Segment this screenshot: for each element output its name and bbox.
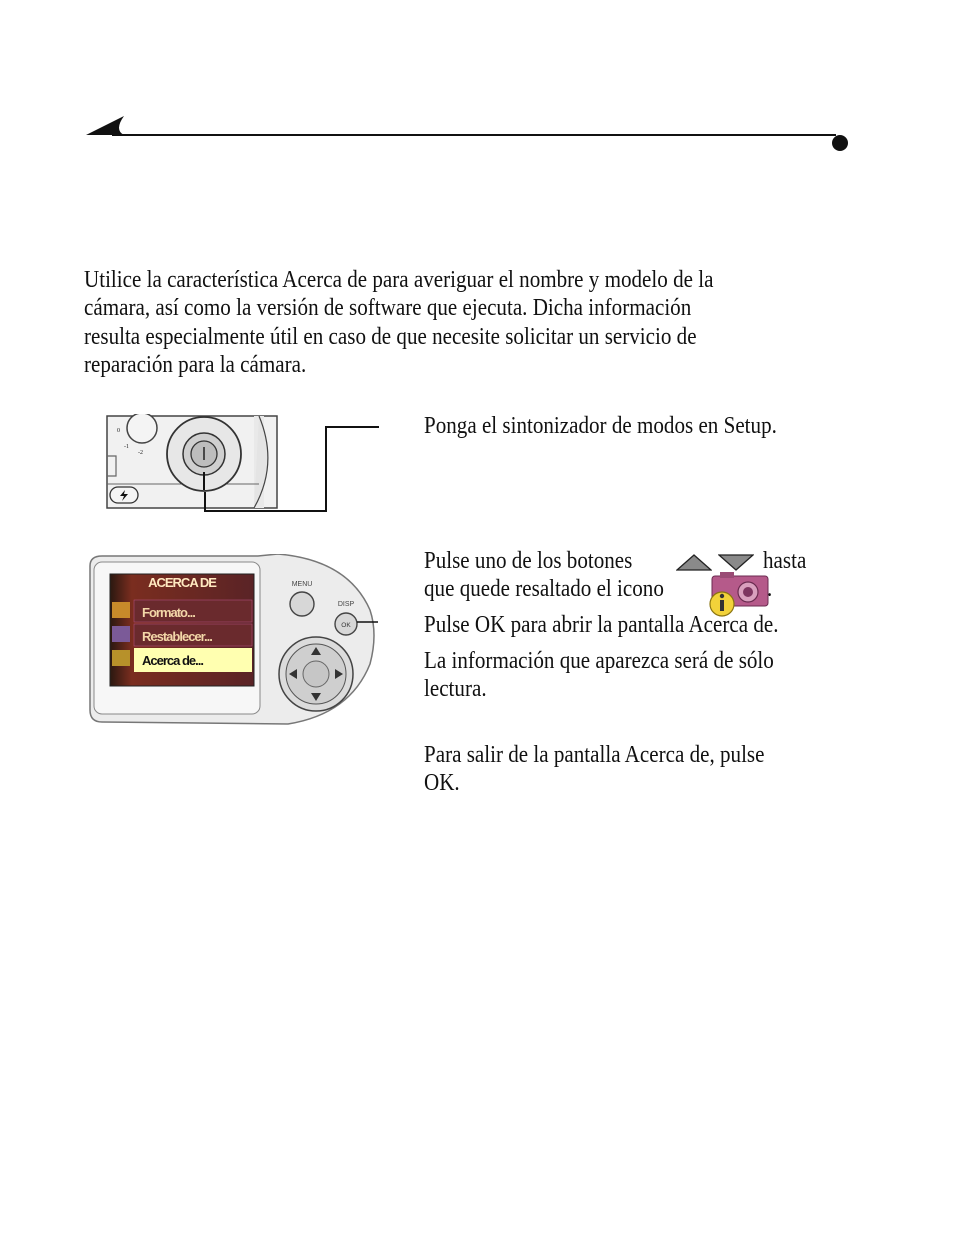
step1-text: Ponga el sintonizador de modos en Setup. xyxy=(424,412,777,439)
down-arrow-icon xyxy=(718,553,754,571)
dial-mark: 0 xyxy=(117,428,120,434)
step2-line4a: La información que aparezca será de sólo xyxy=(424,647,774,674)
dial-mark: -1 xyxy=(124,444,129,450)
step2-line2: que quede resaltado el icono xyxy=(424,575,664,602)
step2-line3: Pulse OK para abrir la pantalla Acerca de. xyxy=(424,611,779,638)
intro-line: Utilice la característica Acerca de para averiguar el nombre y modelo de la xyxy=(84,266,714,293)
step2-line5b: OK. xyxy=(424,769,460,796)
intro-line: resulta especialmente útil en caso de que necesite solicitar un servicio de xyxy=(84,322,697,350)
step2-line4b: lectura. xyxy=(424,675,487,702)
intro-paragraph xyxy=(84,266,824,379)
header-rule xyxy=(84,108,854,152)
menu-item: Formato... xyxy=(142,605,195,620)
step2-line2-end: . xyxy=(767,575,773,602)
menu-title: ACERCA DE xyxy=(148,575,216,590)
menu-button-label: MENU xyxy=(291,581,313,588)
intro-line: cámara, así como la versión de software que ejecuta. Dicha información xyxy=(84,294,692,322)
menu-item-selected: Acerca de... xyxy=(142,653,203,668)
camera-back-figure xyxy=(88,554,384,728)
step2-line1b: hasta xyxy=(763,547,807,574)
step2-line1a: Pulse uno de los botones xyxy=(424,547,633,574)
mode-dial-figure xyxy=(104,414,384,516)
intro-line: reparación para la cámara. xyxy=(84,350,307,378)
disp-label: DISP xyxy=(337,601,355,608)
dial-mark: -2 xyxy=(138,450,143,456)
ok-label: OK xyxy=(341,622,351,629)
step2-line5a: Para salir de la pantalla Acerca de, pulse xyxy=(424,741,765,768)
menu-item: Restablecer... xyxy=(142,629,212,644)
up-arrow-icon xyxy=(676,553,712,571)
